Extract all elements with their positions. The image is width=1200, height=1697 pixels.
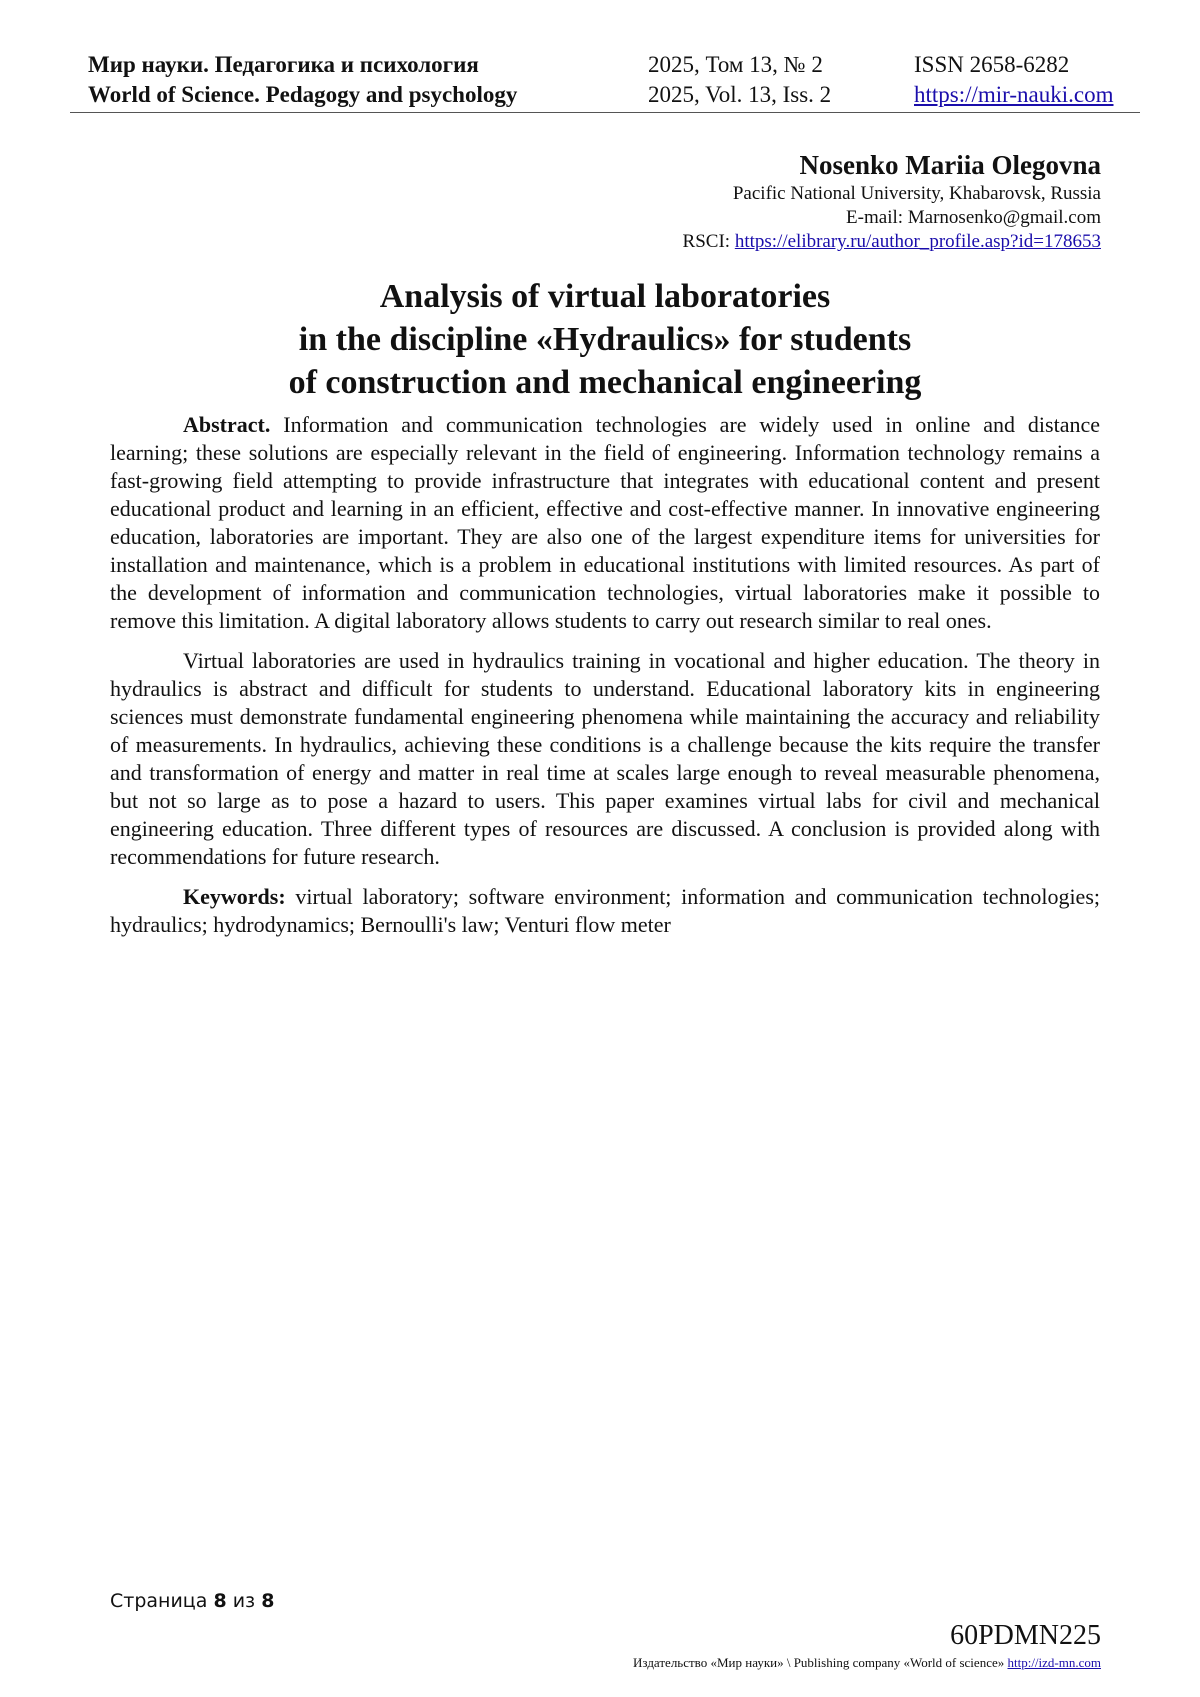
rsci-profile-link[interactable]: https://elibrary.ru/author_profile.asp?id=178653	[734, 231, 1101, 252]
journal-site-link[interactable]: https://mir-nauki.com	[914, 82, 1114, 107]
author-block	[401, 148, 1101, 254]
page-total: 8	[261, 1590, 275, 1612]
journal-title-block	[88, 50, 517, 110]
issn: ISSN 2658-6282	[914, 52, 1070, 77]
title-line-2: in the discipline «Hydraulics» for students	[298, 321, 912, 358]
article-code: 60PDMN225	[950, 1620, 1101, 1651]
page-number	[110, 1590, 274, 1612]
abstract-text: Information and communication technologies are widely used in online and distance learning; these solutions are especially relevant in the field of engineering. Information technology remains a fast-growing field attempting to provide infrastructure that integrates with educational content and present educational product and learning in an efficient, effective and cost-effective manner. In innovative engineering education, laboratories are important. They are also one of the largest expenditure items for universities for installation and maintenance, which is a problem in educational institutions with limited resources. As part of the development of information and communication technologies, virtual laboratories make it possible to remove this limitation. A digital laboratory allows students to carry out research similar to real ones.	[110, 412, 1100, 633]
publisher-link[interactable]: http://izd-mn.com	[1007, 1655, 1101, 1670]
publisher-text: Издательство «Мир науки» \ Publishing company «World of science»	[633, 1655, 1008, 1670]
journal-title-en: World of Science. Pedagogy and psychology	[88, 82, 518, 107]
author-email: E-mail: Marnosenko@gmail.com	[846, 207, 1101, 228]
keywords-label: Keywords:	[183, 884, 286, 909]
author-name: Nosenko Mariia Olegovna	[799, 150, 1101, 180]
header-divider	[70, 112, 1140, 113]
page-current: 8	[213, 1590, 227, 1612]
abstract-paragraph	[110, 411, 1100, 635]
publisher-line	[633, 1655, 1101, 1671]
issue-info-en: 2025, Vol. 13, Iss. 2	[648, 82, 832, 107]
author-rsci	[401, 230, 1101, 254]
abstract-paragraph-2: Virtual laboratories are used in hydraulics training in vocational and higher education. The theory in hydraulics is abstract and difficult for students to understand. Educational laboratory kits in engineering sciences must demonstrate fundamental engineering phenomena while maintaining the accuracy and reliability of measurements. In hydraulics, achieving these conditions is a challenge because the kits require the transfer and transformation of energy and matter in real time at scales large enough to reveal measurable phenomena, but not so large as to pose a hazard to users. This paper examines virtual labs for civil and mechanical engineering education. Three different types of resources are discussed. A conclusion is provided along with recommendations for future research.	[110, 648, 1100, 869]
article-title	[110, 275, 1100, 404]
title-line-1: Analysis of virtual laboratories	[379, 278, 831, 315]
keywords-paragraph	[110, 883, 1100, 939]
title-line-3: of construction and mechanical engineering	[288, 364, 922, 401]
issue-info-ru: 2025, Том 13, № 2	[648, 52, 823, 77]
issue-info-block	[648, 50, 831, 110]
abstract-label: Abstract.	[183, 412, 271, 437]
rsci-label: RSCI:	[682, 231, 735, 252]
keywords-text: virtual laboratory; software environment; information and communication technologies; hydraulics; hydrodynamics; Bernoulli's law; Venturi flow meter	[110, 884, 1100, 937]
author-affiliation: Pacific National University, Khabarovsk, Russia	[732, 183, 1101, 204]
journal-title-ru: Мир науки. Педагогика и психология	[88, 52, 479, 77]
page-middle: из	[226, 1590, 262, 1612]
article-body	[110, 411, 1100, 951]
page-prefix: Страница	[110, 1590, 214, 1612]
issn-block	[914, 50, 1114, 110]
